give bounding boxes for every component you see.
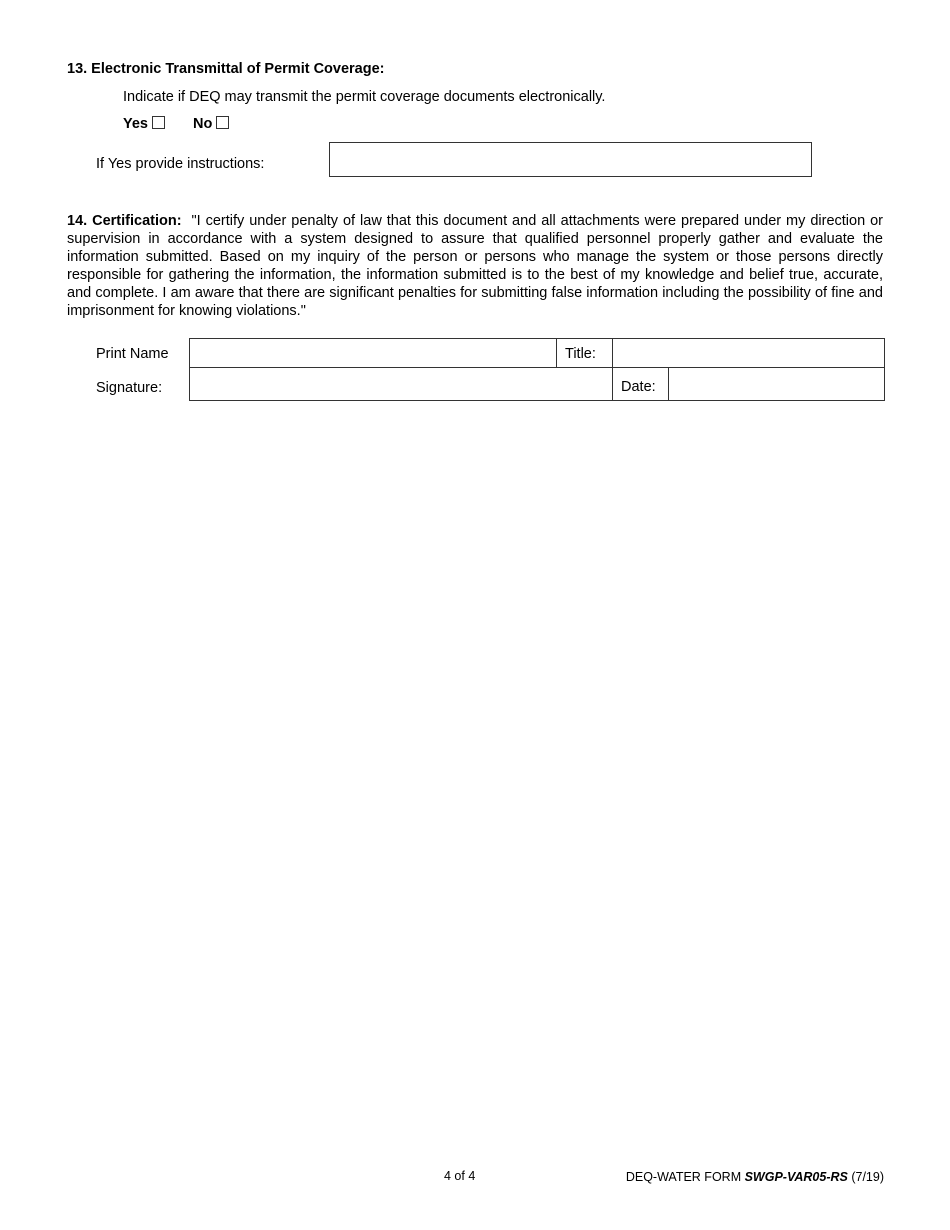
date-label: Date: — [621, 379, 656, 395]
certification-text: "I certify under penalty of law that this document and all attachments were prepared under my direction or supervision in accordance with a system designed to assure that qualified personnel properly gather and evaluate the information submitted. Based on my inquiry of the person or persons who manage the system or those persons directly responsible for gathering the information, the information submitted is to the best of my knowledge and belief true, accurate, and complete. I am aware that there are significant penalties for submitting false information including the possibility of fine and imprisonment for knowing violations." — [67, 213, 883, 319]
section-13-prompt: Indicate if DEQ may transmit the permit coverage documents electronically. — [123, 89, 606, 105]
yes-checkbox[interactable] — [152, 116, 165, 129]
signature-label: Signature: — [96, 380, 163, 396]
yes-label: Yes — [123, 116, 148, 132]
title-label: Title: — [565, 346, 596, 362]
section-13-heading: 13. Electronic Transmittal of Permit Coverage: — [67, 61, 385, 77]
no-checkbox[interactable] — [216, 116, 229, 129]
instructions-label: If Yes provide instructions: — [96, 156, 265, 172]
no-label: No — [193, 116, 213, 132]
form-code: SWGP-VAR05-RS — [744, 1170, 848, 1184]
no-option[interactable] — [193, 116, 229, 132]
certification-paragraph — [67, 212, 883, 320]
form-prefix: DEQ-WATER FORM — [625, 1170, 745, 1184]
form-identifier — [626, 1170, 884, 1184]
page-number: 4 of 4 — [444, 1169, 476, 1183]
signature-field[interactable] — [189, 367, 613, 401]
title-field[interactable] — [612, 338, 885, 368]
instructions-field[interactable] — [329, 142, 812, 177]
form-date: (7/19) — [847, 1170, 884, 1184]
print-name-field[interactable] — [189, 338, 557, 368]
date-field[interactable] — [668, 367, 885, 401]
print-name-label: Print Name — [96, 346, 169, 362]
date-label-cell — [612, 367, 669, 401]
yes-option[interactable] — [123, 116, 165, 132]
certification-heading: 14. Certification: — [67, 213, 182, 229]
title-label-cell — [556, 338, 613, 368]
